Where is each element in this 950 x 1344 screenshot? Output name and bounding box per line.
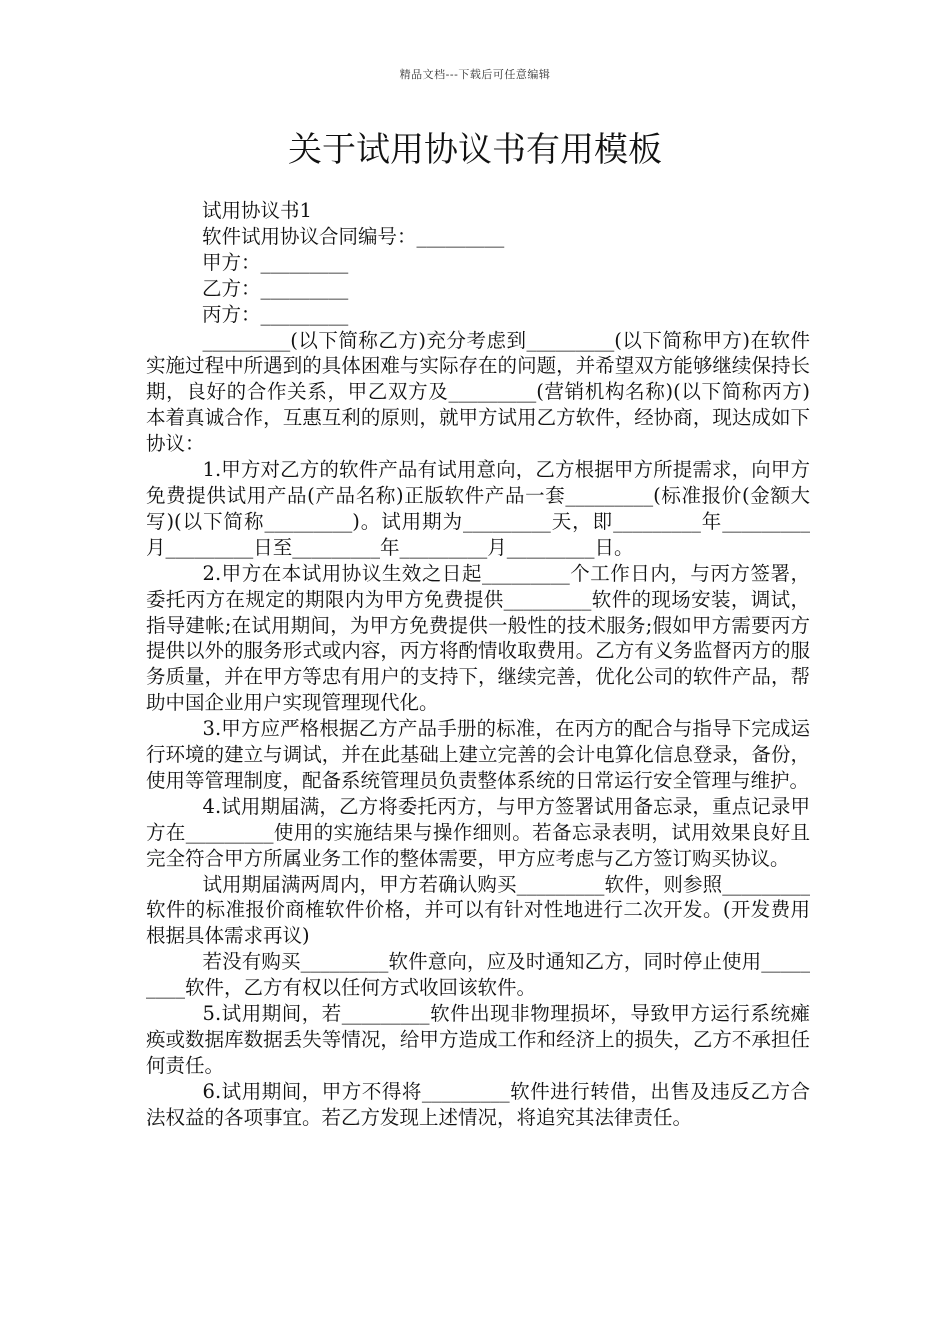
paragraph-intro: _________(以下简称乙方)充分考虑到_________(以下简称甲方)在软件实施过程中所遇到的具体困难与实际存在的问题，并希望双方能够继续保持长期，良好的合作关系，甲乙双方及_________(营销机构名称)(以下简称丙方)本着真诚合作，互惠互利的原则，就甲方试用乙方软件，经协商，现达成如下协议： [146, 328, 810, 456]
paragraph-no-purchase: 若没有购买_________软件意向，应及时通知乙方，同时停止使用_________软件，乙方有权以任何方式收回该软件。 [146, 950, 810, 1000]
agreement-subtitle: 试用协议书1 [202, 199, 312, 222]
party-b-line: 乙方：_________ [202, 276, 349, 300]
paragraph-clause-5: 5.试用期间，若_________软件出现非物理损坏，导致甲方运行系统瘫痪或数据库数据丢失等情况，给甲方造成工作和经济上的损失，乙方不承担任何责任。 [146, 1002, 810, 1077]
party-a-line: 甲方：_________ [202, 250, 349, 274]
document-title: 关于试用协议书有用模板 [288, 130, 662, 170]
paragraph-clause-6: 6.试用期间，甲方不得将_________软件进行转借，出售及违反乙方合法权益的各项事宜。若乙方发现上述情况，将追究其法律责任。 [146, 1079, 810, 1129]
header-note: 精品文档---下载后可任意编辑 [399, 68, 551, 81]
contract-number-line: 软件试用协议合同编号：_________ [202, 224, 505, 248]
paragraph-clause-4: 4.试用期届满，乙方将委托丙方，与甲方签署试用备忘录，重点记录甲方在_________使用的实施结果与操作细则。若备忘录表明，试用效果良好且完全符合甲方所属业务工作的整体需要，甲方应考虑与乙方签订购买协议。 [146, 794, 810, 870]
paragraph-purchase: 试用期届满两周内，甲方若确认购买_________软件，则参照_________软件的标准报价商榷软件价格，并可以有针对性地进行二次开发。(开发费用根据具体需求再议) [146, 872, 810, 948]
party-c-line: 丙方：_________ [202, 302, 349, 326]
paragraph-clause-1: 1.甲方对乙方的软件产品有试用意向，乙方根据甲方所提需求，向甲方免费提供试用产品(产品名称)正版软件产品一套_________(标准报价(金额大写)(以下简称_________)。试用期为_________天，即_________年_________月_________日至_________年_________月_________日。 [146, 458, 810, 559]
paragraph-clause-2: 2.甲方在本试用协议生效之日起_________个工作日内，与丙方签署，委托丙方在规定的期限内为甲方免费提供_________软件的现场安装，调试，指导建帐;在试用期间，为甲方免费提供一般性的技术服务;假如甲方需要丙方提供以外的服务形式或内容，丙方将酌情收取费用。乙方有义务监督丙方的服务质量，并在甲方等忠有用户的支持下，继续完善，优化公司的软件产品，帮助中国企业用户实现管理现代化。 [146, 561, 810, 715]
document-body [146, 198, 810, 1131]
paragraph-clause-3: 3.甲方应严格根据乙方产品手册的标准，在丙方的配合与指导下完成运行环境的建立与调试，并在此基础上建立完善的会计电算化信息登录，备份，使用等管理制度，配备系统管理员负责整体系统的日常运行安全管理与维护。 [146, 717, 810, 792]
